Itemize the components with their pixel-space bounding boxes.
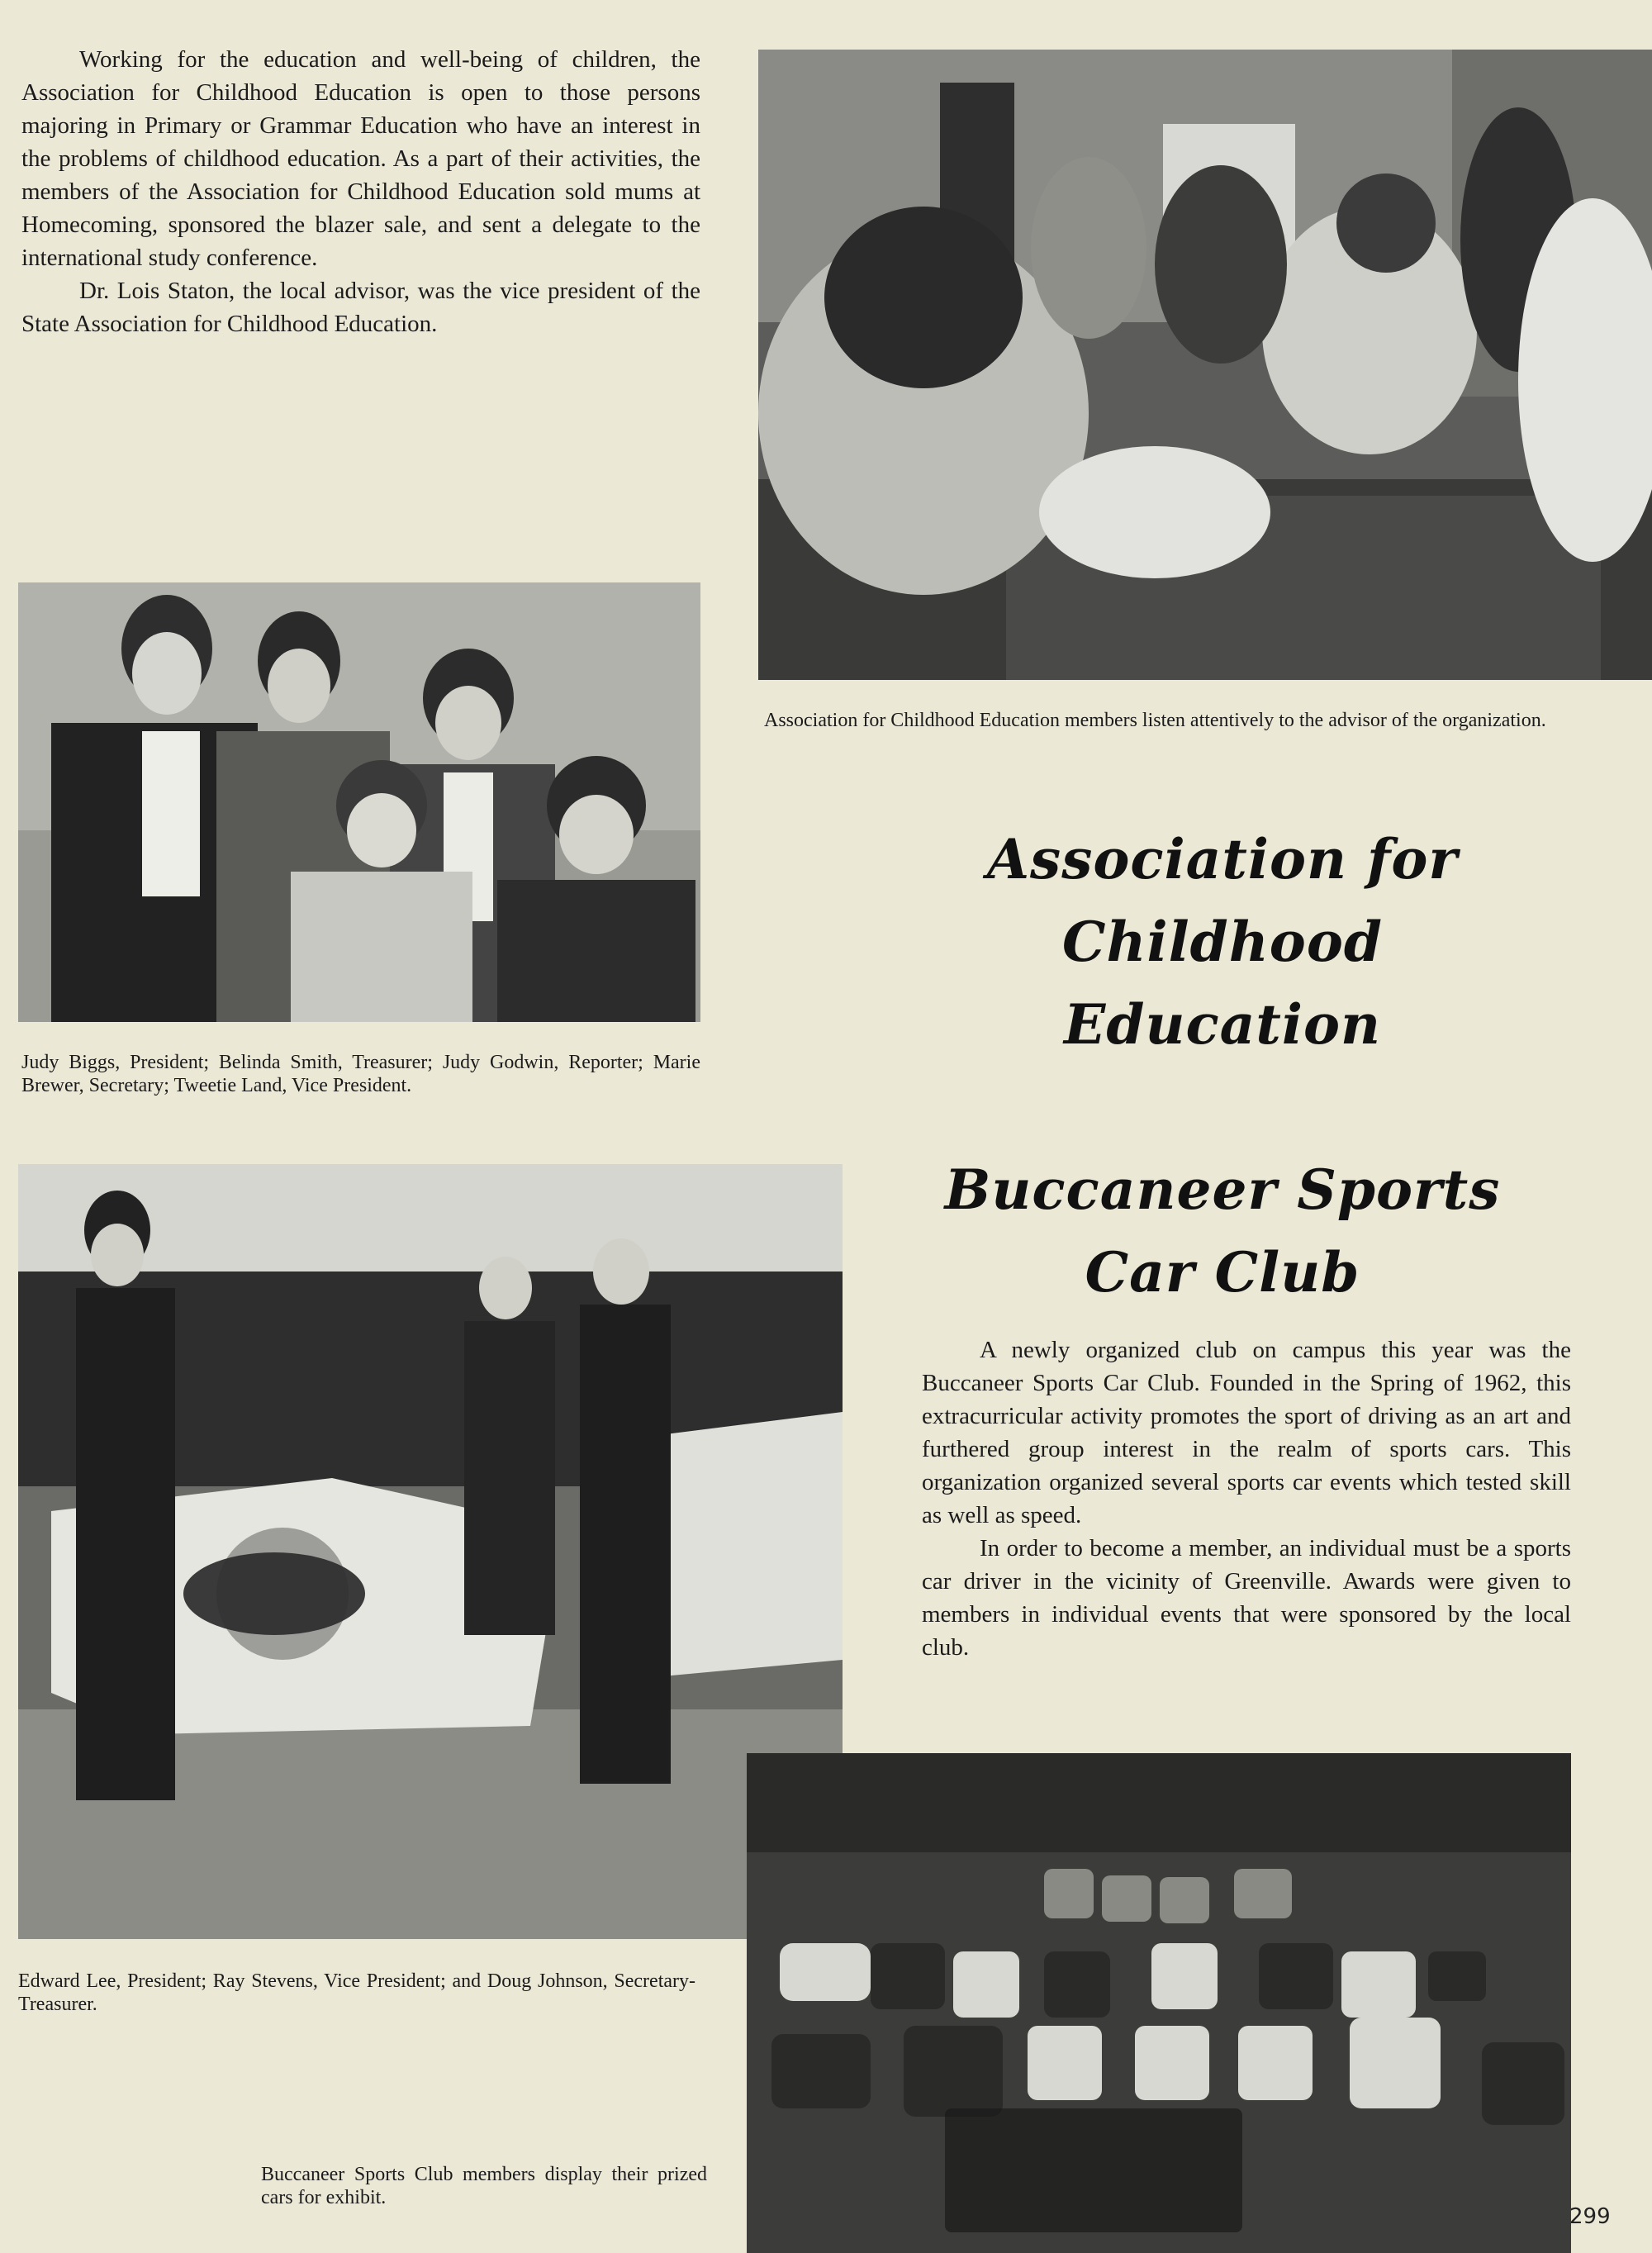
ace-title-line-1: Association for Childhood xyxy=(986,827,1459,974)
buccaneer-title-line-1: Buccaneer Sports xyxy=(944,1157,1501,1222)
ace-intro-text xyxy=(21,43,700,340)
ace-title xyxy=(834,818,1611,1066)
ace-meeting-photo xyxy=(758,50,1652,680)
ace-title-line-2: Education xyxy=(1064,992,1381,1057)
buccaneer-officers-caption: Edward Lee, President; Ray Stevens, Vice President; and Doug Johnson, Secretary-Treasurer. xyxy=(18,1970,695,2015)
buccaneer-officers-photo xyxy=(18,1164,843,1939)
buccaneer-body-text xyxy=(922,1333,1571,1664)
ace-officers-photo xyxy=(18,582,700,1022)
ace-meeting-caption: Association for Childhood Education members listen attentively to the advisor of the organization. xyxy=(764,710,1546,731)
ace-intro-paragraph-2: Dr. Lois Staton, the local advisor, was the vice president of the State Association for Childhood Education. xyxy=(21,278,700,337)
buccaneer-display-photo xyxy=(747,1753,1571,2253)
buccaneer-title xyxy=(876,1148,1569,1314)
buccaneer-paragraph-2: In order to become a member, an individual must be a sports car driver in the vicinity of Greenville. Awards were given to members in individual events that were sponsored by the local club. xyxy=(922,1535,1571,1661)
buccaneer-display-caption: Buccaneer Sports Club members display their prized cars for exhibit. xyxy=(261,2164,707,2208)
page-number: 299 xyxy=(1569,2204,1611,2229)
ace-intro-paragraph-1: Working for the education and well-being of children, the Association for Childhood Education is open to those persons majoring in Primary or Grammar Education who have an interest in the problems of childhood education. As a part of their activities, the members of the Association for Childhood Education sold mums at Homecoming, sponsored the blazer sale, and sent a delegate to the international study conference. xyxy=(21,46,700,271)
ace-officers-caption: Judy Biggs, President; Belinda Smith, Treasurer; Judy Godwin, Reporter; Marie Brewer, Secretary; Tweetie Land, Vice President. xyxy=(21,1052,700,1096)
buccaneer-title-line-2: Car Club xyxy=(1085,1240,1360,1305)
buccaneer-paragraph-1: A newly organized club on campus this year was the Buccaneer Sports Car Club. Founded in the Spring of 1962, this extracurricular activity promotes the sport of driving as an art and furthered group interest in the realm of sports cars. This organization organized several sports car events which tested skill as well as speed. xyxy=(922,1337,1571,1528)
